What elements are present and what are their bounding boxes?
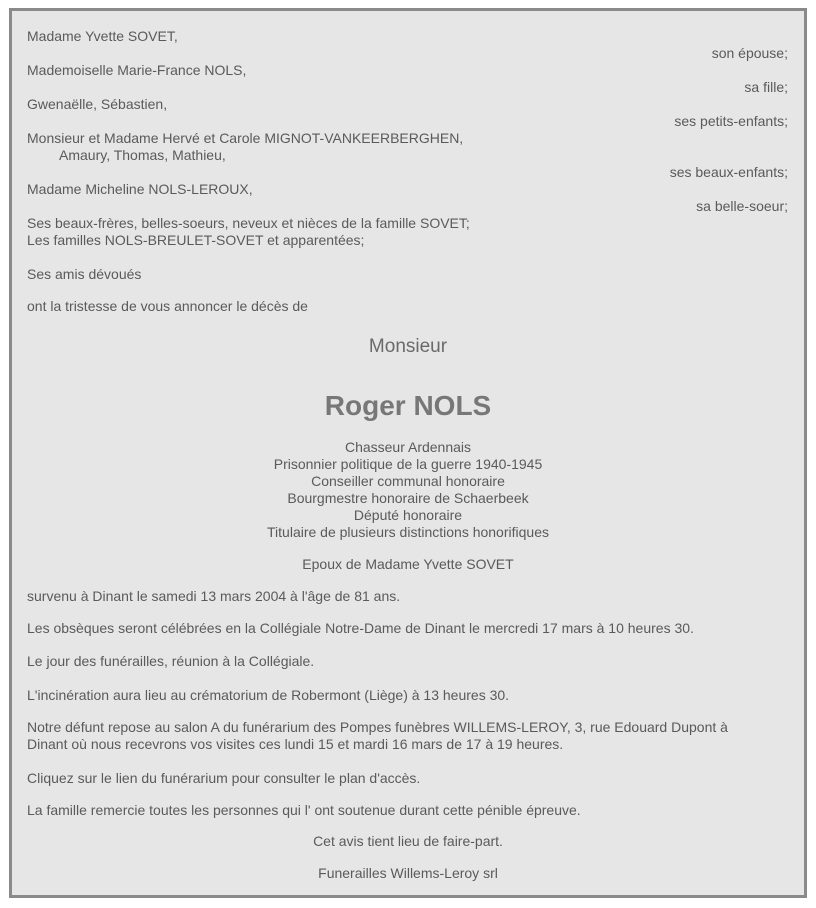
sister-in-law-name: Madame Micheline NOLS-LEROUX, — [27, 181, 253, 197]
families-line: Les familles NOLS-BREULET-SOVET et apparentées; — [27, 232, 365, 248]
thanks-line: La famille remercie toutes les personnes qui l' ont soutenue durant cette pénible épreuve. — [27, 802, 581, 818]
distinction-line: Chasseur Ardennais — [344, 439, 472, 455]
friends-line: Ses amis dévoués — [27, 266, 142, 282]
sister-in-law-role: sa belle-soeur; — [696, 198, 788, 214]
distinction-line: Conseiller communal honoraire — [311, 473, 505, 489]
spouse-line: Epoux de Madame Yvette SOVET — [302, 556, 514, 572]
deceased-name: Roger NOLS — [324, 390, 492, 421]
repose-line-1: Notre défunt repose au salon A du funérarium des Pompes funèbres WILLEMS-LEROY, 3, rue Edouard Dupont à — [27, 719, 728, 735]
repose-line-2: Dinant où nous recevrons vos visites ces lundi 15 et mardi 16 mars de 17 à 19 heures. — [27, 736, 564, 752]
gathering-line: Le jour des funérailles, réunion à la Collégiale. — [27, 653, 315, 669]
spouse-role: son épouse; — [711, 45, 788, 61]
death-line: survenu à Dinant le samedi 13 mars 2004 à l'âge de 81 ans. — [27, 588, 401, 604]
announcement-line: ont la tristesse de vous annoncer le décès de — [27, 298, 308, 314]
distinction-line: Député honoraire — [353, 507, 463, 523]
stepchildren-role: ses beaux-enfants; — [669, 164, 788, 180]
stepchildren-names: Monsieur et Madame Hervé et Carole MIGNOT-VANKEERBERGHEN, — [27, 130, 464, 146]
notice-line: Cet avis tient lieu de faire-part. — [313, 833, 503, 849]
in-laws-line: Ses beaux-frères, belles-soeurs, neveux et nièces de la famille SOVET; — [27, 215, 470, 231]
distinction-line: Titulaire de plusieurs distinctions honorifiques — [267, 524, 549, 540]
company-name: Funerailles Willems-Leroy srl — [318, 865, 498, 881]
distinction-line: Bourgmestre honoraire de Schaerbeek — [287, 490, 529, 506]
cremation-line: L'incinération aura lieu au crématorium de Robermont (Liège) à 13 heures 30. — [27, 687, 510, 703]
daughter-name: Mademoiselle Marie-France NOLS, — [27, 62, 247, 78]
stepchildren-children: Amaury, Thomas, Mathieu, — [59, 147, 226, 163]
funeral-line: Les obsèques seront célébrées en la Collégiale Notre-Dame de Dinant le mercredi 17 mars à 10 heures 30. — [27, 620, 694, 636]
distinction-line: Prisonnier politique de la guerre 1940-1945 — [273, 456, 543, 472]
funerarium-link[interactable]: Cliquez sur le lien du funérarium pour consulter le plan d'accès. — [27, 770, 421, 786]
daughter-role: sa fille; — [744, 79, 788, 95]
deceased-title: Monsieur — [368, 336, 448, 357]
spouse-name: Madame Yvette SOVET, — [27, 28, 178, 44]
grandchildren-role: ses petits-enfants; — [674, 113, 788, 129]
grandchildren-names: Gwenaëlle, Sébastien, — [27, 96, 168, 112]
